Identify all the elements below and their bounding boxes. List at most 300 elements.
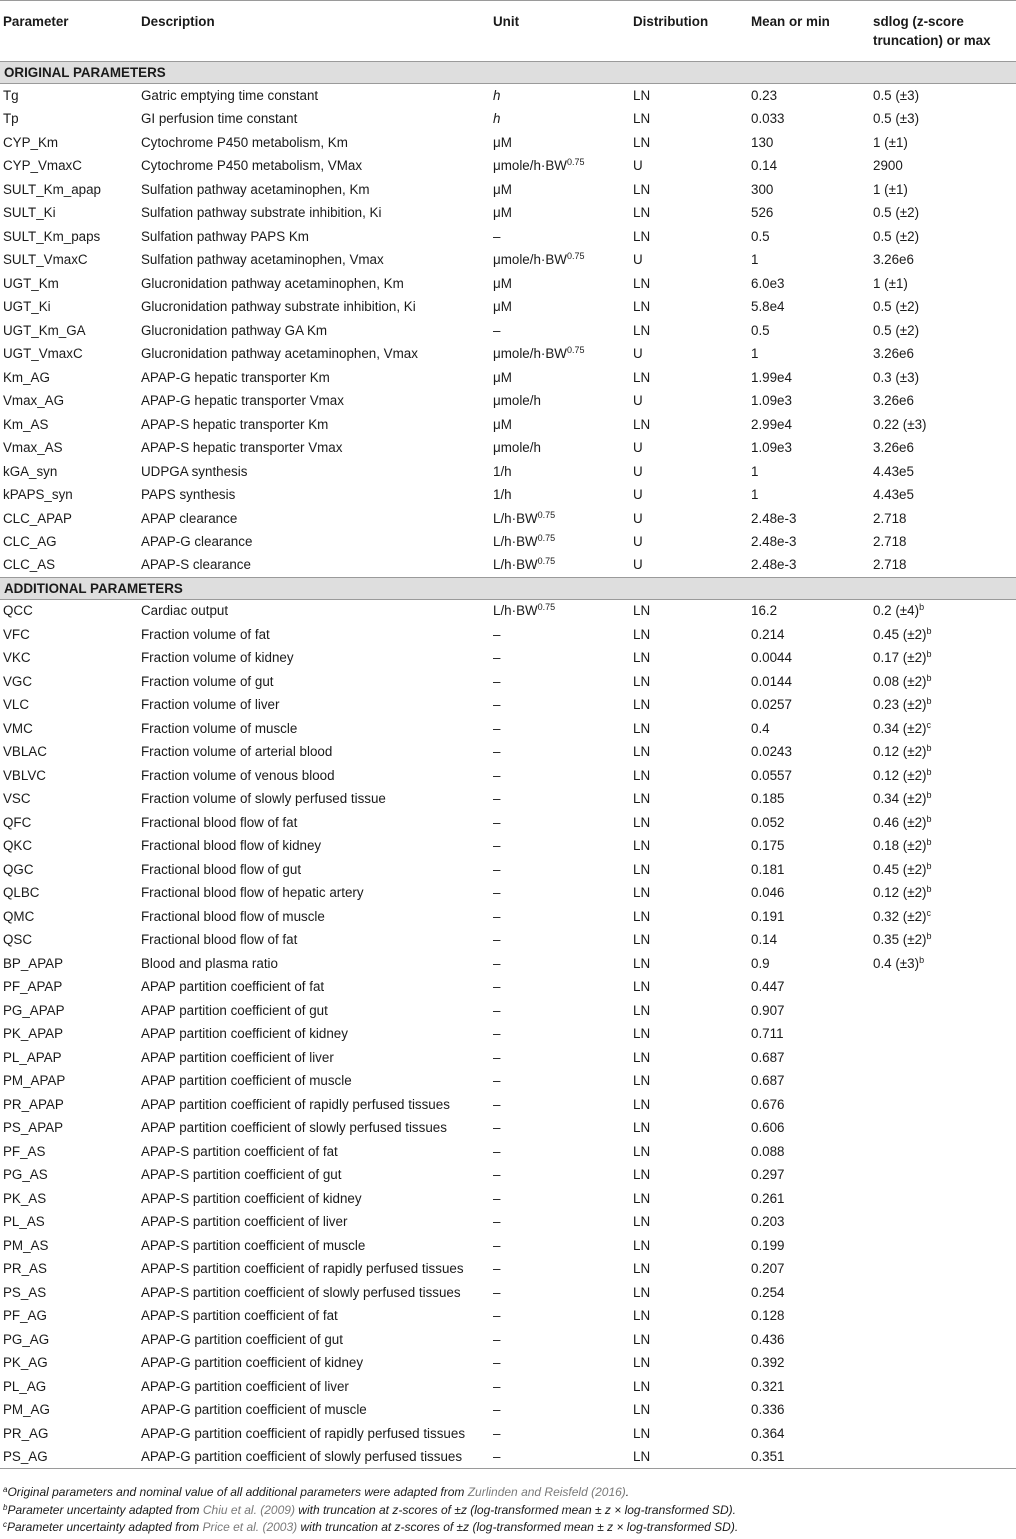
cell-unit: – xyxy=(493,1049,501,1065)
cell-unit: – xyxy=(493,1261,501,1277)
cell-distribution: LN xyxy=(633,181,651,197)
cell-parameter: UGT_Ki xyxy=(3,299,51,315)
cell-description: APAP partition coefficient of kidney xyxy=(141,1026,348,1042)
cell-unit: 1/h xyxy=(493,463,512,479)
cell-mean-or-min: 0.199 xyxy=(751,1237,785,1253)
cell-parameter: SULT_VmaxC xyxy=(3,252,88,268)
cell-mean-or-min: 0.0243 xyxy=(751,744,792,760)
cell-parameter: Tg xyxy=(3,87,19,103)
cell-mean-or-min: 0.606 xyxy=(751,1120,785,1136)
cell-parameter: kGA_syn xyxy=(3,463,58,479)
cell-sdlog-or-max xyxy=(870,1422,1016,1446)
cell-parameter: VBLAC xyxy=(3,744,47,760)
cell-parameter: kPAPS_syn xyxy=(3,487,73,503)
cell-description: Cytochrome P450 metabolism, Km xyxy=(141,134,348,150)
cell-description: APAP-S partition coefficient of kidney xyxy=(141,1190,362,1206)
cell-description: APAP partition coefficient of slowly perfused tissues xyxy=(141,1120,447,1136)
cell-sdlog-or-max: 1 (±1) xyxy=(873,134,908,150)
cell-unit: – xyxy=(493,650,501,666)
cell-parameter: Tp xyxy=(3,111,19,127)
table-row xyxy=(0,1351,1016,1375)
cell-parameter: PG_APAP xyxy=(3,1002,65,1018)
footnote-b: $^b$Parameter uncertainty adapted from Chiu et al. (2009) with truncation at z-scores of ±z (log-transformed mean ± z × log-transformed SD). xyxy=(3,1502,736,1517)
cell-unit: μmole/h xyxy=(493,393,541,409)
header-sdlog-or-max: sdlog (z-score truncation) or max xyxy=(873,14,991,49)
table-row xyxy=(0,248,1016,272)
table-row xyxy=(0,319,1016,343)
cell-mean-or-min: 2.48e-3 xyxy=(751,510,797,526)
cell-unit: – xyxy=(493,1284,501,1300)
cell-unit: $L/h\cdot BW^{0.75}$ xyxy=(493,602,556,619)
table-row xyxy=(0,413,1016,437)
cell-sdlog-or-max: 0.5 (±3) xyxy=(873,87,920,103)
table-row xyxy=(0,507,1016,531)
section-title: ORIGINAL PARAMETERS xyxy=(4,65,166,80)
footnote-c: $^c$Parameter uncertainty adapted from Price et al. (2003) with truncation at z-scores of ±z (log-transformed mean ± z × log-transformed SD). xyxy=(3,1520,739,1534)
cell-sdlog-or-max: 0.3 (±3) xyxy=(873,369,920,385)
cell-mean-or-min: 0.907 xyxy=(751,1002,785,1018)
cell-unit: μmole/$h\cdot BW^{0.75}$ xyxy=(493,345,585,362)
cell-unit: – xyxy=(493,1425,501,1441)
cell-mean-or-min: 16.2 xyxy=(751,603,778,619)
cell-parameter: PR_AG xyxy=(3,1425,49,1441)
cell-distribution: LN xyxy=(633,767,651,783)
cell-unit: – xyxy=(493,1143,501,1159)
table-row xyxy=(0,764,1016,788)
cell-description: Gatric emptying time constant xyxy=(141,87,319,103)
cell-mean-or-min: 1.99e4 xyxy=(751,369,792,385)
cell-mean-or-min: 0.336 xyxy=(751,1402,785,1418)
cell-parameter: CYP_VmaxC xyxy=(3,158,82,174)
cell-mean-or-min: 1.09e3 xyxy=(751,440,792,456)
cell-sdlog-or-max: 0.32 $(\pm 2)^c$ xyxy=(873,907,931,924)
table-row xyxy=(0,1398,1016,1422)
cell-parameter: UGT_Km xyxy=(3,275,59,291)
table-row xyxy=(0,670,1016,694)
cell-mean-or-min: 0.254 xyxy=(751,1284,785,1300)
table-row xyxy=(0,811,1016,835)
table-row xyxy=(0,646,1016,670)
table-row xyxy=(0,1069,1016,1093)
cell-sdlog-or-max xyxy=(870,1140,1016,1164)
table-row xyxy=(0,1116,1016,1140)
cell-description: Sulfation pathway acetaminophen, Vmax xyxy=(141,252,384,268)
cell-mean-or-min: 0.447 xyxy=(751,979,785,995)
cell-sdlog-or-max: 0.34 $(\pm 2)^b$ xyxy=(873,790,932,807)
table-row xyxy=(0,225,1016,249)
cell-distribution: LN xyxy=(633,626,651,642)
cell-distribution: LN xyxy=(633,1448,651,1464)
section-header-row xyxy=(0,577,1016,599)
cell-parameter: SULT_Ki xyxy=(3,205,56,221)
cell-sdlog-or-max: 1 (±1) xyxy=(873,275,908,291)
cell-distribution: LN xyxy=(633,1096,651,1112)
table-row xyxy=(0,342,1016,366)
cell-parameter: SULT_Km_paps xyxy=(3,228,101,244)
table-row xyxy=(0,975,1016,999)
cell-sdlog-or-max: 4.43e5 xyxy=(873,487,914,503)
cell-sdlog-or-max: 0.5 (±2) xyxy=(873,322,920,338)
footnote-a: $^a$Original parameters and nominal value of all additional parameters were adapted from Zurlinden and Reisfeld (2016). xyxy=(3,1485,630,1499)
cell-distribution: LN xyxy=(633,416,651,432)
cell-mean-or-min: 0.392 xyxy=(751,1355,785,1371)
cell-description: Sulfation pathway acetaminophen, Km xyxy=(141,181,370,197)
cell-sdlog-or-max: 3.26e6 xyxy=(873,440,914,456)
header-distribution: Distribution xyxy=(633,14,709,29)
table-row xyxy=(0,1445,1016,1469)
cell-distribution: LN xyxy=(633,87,651,103)
cell-parameter: VBLVC xyxy=(3,767,46,783)
cell-distribution: LN xyxy=(633,1190,651,1206)
cell-mean-or-min: 0.4 xyxy=(751,720,770,736)
cell-unit: – xyxy=(493,626,501,642)
cell-description: GI perfusion time constant xyxy=(141,111,298,127)
cell-parameter: BP_APAP xyxy=(3,955,64,971)
cell-distribution: LN xyxy=(633,1167,651,1183)
cell-distribution: LN xyxy=(633,814,651,830)
cell-parameter: PK_AS xyxy=(3,1190,47,1206)
cell-unit: μM xyxy=(493,299,512,315)
header-parameter: Parameter xyxy=(3,14,69,29)
cell-distribution: LN xyxy=(633,322,651,338)
cell-distribution: U xyxy=(633,346,643,362)
cell-mean-or-min: 300 xyxy=(751,181,774,197)
cell-unit: – xyxy=(493,1002,501,1018)
cell-description: APAP-G hepatic transporter Vmax xyxy=(141,393,344,409)
cell-distribution: LN xyxy=(633,744,651,760)
cell-parameter: CLC_APAP xyxy=(3,510,72,526)
cell-mean-or-min: 2.99e4 xyxy=(751,416,792,432)
reference-link[interactable]: Chiu et al. (2009) xyxy=(202,1502,295,1517)
cell-mean-or-min: 2.48e-3 xyxy=(751,557,797,573)
cell-sdlog-or-max: 0.5 (±2) xyxy=(873,299,920,315)
cell-mean-or-min: 1 xyxy=(751,463,759,479)
cell-description: APAP partition coefficient of fat xyxy=(141,979,325,995)
table-row xyxy=(0,131,1016,155)
cell-distribution: LN xyxy=(633,205,651,221)
cell-distribution: LN xyxy=(633,650,651,666)
cell-sdlog-or-max xyxy=(870,1187,1016,1211)
cell-distribution: LN xyxy=(633,932,651,948)
cell-parameter: SULT_Km_apap xyxy=(3,181,102,197)
cell-unit: – xyxy=(493,1096,501,1112)
table-row xyxy=(0,693,1016,717)
cell-mean-or-min: 0.088 xyxy=(751,1143,785,1159)
cell-description: APAP-G hepatic transporter Km xyxy=(141,369,330,385)
cell-sdlog-or-max: 0.5 (±2) xyxy=(873,228,920,244)
cell-parameter: Km_AS xyxy=(3,416,49,432)
cell-mean-or-min: 0.321 xyxy=(751,1378,785,1394)
table-row xyxy=(0,928,1016,952)
cell-mean-or-min: 0.175 xyxy=(751,838,785,854)
cell-parameter: PF_AS xyxy=(3,1143,46,1159)
cell-description: Fractional blood flow of kidney xyxy=(141,838,322,854)
reference-link[interactable]: Zurlinden and Reisfeld (2016) xyxy=(467,1485,626,1499)
cell-parameter: PG_AG xyxy=(3,1331,50,1347)
cell-distribution: LN xyxy=(633,1073,651,1089)
cell-unit: μM xyxy=(493,205,512,221)
cell-distribution: LN xyxy=(633,1026,651,1042)
cell-distribution: LN xyxy=(633,979,651,995)
cell-description: Fractional blood flow of fat xyxy=(141,814,298,830)
header-mean-or-min: Mean or min xyxy=(751,14,830,29)
cell-unit: – xyxy=(493,1355,501,1371)
cell-sdlog-or-max: 0.46 $(\pm 2)^b$ xyxy=(873,813,932,830)
cell-description: APAP clearance xyxy=(141,510,238,526)
cell-distribution: LN xyxy=(633,1378,651,1394)
cell-parameter: PS_APAP xyxy=(3,1120,64,1136)
cell-parameter: PM_AS xyxy=(3,1237,49,1253)
table-row xyxy=(0,1234,1016,1258)
cell-mean-or-min: 0.181 xyxy=(751,861,785,877)
table-row xyxy=(0,1187,1016,1211)
cell-mean-or-min: 0.191 xyxy=(751,908,785,924)
cell-distribution: LN xyxy=(633,111,651,127)
cell-sdlog-or-max xyxy=(870,1093,1016,1117)
cell-parameter: VSC xyxy=(3,791,31,807)
cell-sdlog-or-max: 1 (±1) xyxy=(873,181,908,197)
cell-sdlog-or-max xyxy=(870,1163,1016,1187)
table-row xyxy=(0,1422,1016,1446)
cell-mean-or-min: 0.687 xyxy=(751,1049,785,1065)
cell-parameter: QKC xyxy=(3,838,33,854)
cell-description: PAPS synthesis xyxy=(141,487,236,503)
table-row xyxy=(0,905,1016,929)
cell-unit: – xyxy=(493,908,501,924)
table-row xyxy=(0,389,1016,413)
table-row xyxy=(0,272,1016,296)
cell-sdlog-or-max: 3.26e6 xyxy=(873,346,914,362)
cell-unit: 1/h xyxy=(493,487,512,503)
cell-parameter: Km_AG xyxy=(3,369,50,385)
cell-distribution: LN xyxy=(633,885,651,901)
cell-distribution: LN xyxy=(633,720,651,736)
cell-distribution: LN xyxy=(633,603,651,619)
table-row xyxy=(0,483,1016,507)
cell-unit: – xyxy=(493,814,501,830)
cell-parameter: PK_APAP xyxy=(3,1026,64,1042)
cell-description: Sulfation pathway PAPS Km xyxy=(141,228,309,244)
cell-description: APAP-G partition coefficient of kidney xyxy=(141,1355,364,1371)
cell-distribution: U xyxy=(633,557,643,573)
cell-sdlog-or-max: 0.23 $(\pm 2)^b$ xyxy=(873,696,932,713)
cell-parameter: CYP_Km xyxy=(3,134,59,150)
table-row xyxy=(0,952,1016,976)
cell-sdlog-or-max xyxy=(870,1281,1016,1305)
cell-unit: – xyxy=(493,322,501,338)
cell-description: APAP-G partition coefficient of gut xyxy=(141,1331,343,1347)
cell-sdlog-or-max xyxy=(870,1022,1016,1046)
cell-mean-or-min: 0.14 xyxy=(751,158,778,174)
cell-description: APAP-S hepatic transporter Vmax xyxy=(141,440,343,456)
cell-mean-or-min: 0.046 xyxy=(751,885,785,901)
cell-description: Fraction volume of gut xyxy=(141,673,274,689)
cell-distribution: LN xyxy=(633,1402,651,1418)
cell-distribution: LN xyxy=(633,1261,651,1277)
cell-sdlog-or-max xyxy=(870,999,1016,1023)
table-row xyxy=(0,881,1016,905)
cell-distribution: LN xyxy=(633,908,651,924)
cell-description: APAP partition coefficient of gut xyxy=(141,1002,328,1018)
cell-parameter: VFC xyxy=(3,626,30,642)
cell-mean-or-min: 526 xyxy=(751,205,774,221)
cell-unit: – xyxy=(493,1214,501,1230)
cell-unit: μmole/$h\cdot BW^{0.75}$ xyxy=(493,157,585,174)
cell-description: Glucronidation pathway substrate inhibition, Ki xyxy=(141,299,416,315)
cell-mean-or-min: 130 xyxy=(751,134,774,150)
cell-description: APAP-S partition coefficient of rapidly perfused tissues xyxy=(141,1261,464,1277)
header-row xyxy=(0,1,1016,62)
cell-mean-or-min: 2.48e-3 xyxy=(751,534,797,550)
cell-mean-or-min: 0.9 xyxy=(751,955,770,971)
cell-unit: – xyxy=(493,979,501,995)
cell-description: APAP partition coefficient of liver xyxy=(141,1049,334,1065)
cell-mean-or-min: 0.261 xyxy=(751,1190,785,1206)
cell-description: Fraction volume of slowly perfused tissue xyxy=(141,791,386,807)
cell-distribution: LN xyxy=(633,697,651,713)
table-row xyxy=(0,599,1016,623)
cell-description: APAP-S partition coefficient of slowly perfused tissues xyxy=(141,1284,461,1300)
cell-parameter: QMC xyxy=(3,908,35,924)
cell-parameter: PS_AS xyxy=(3,1284,47,1300)
cell-sdlog-or-max: 0.4 $(\pm 3)^b$ xyxy=(873,954,925,971)
cell-sdlog-or-max xyxy=(870,1351,1016,1375)
cell-unit: – xyxy=(493,720,501,736)
cell-description: Fractional blood flow of hepatic artery xyxy=(141,885,364,901)
cell-mean-or-min: 0.0557 xyxy=(751,767,792,783)
cell-sdlog-or-max: 0.12 $(\pm 2)^b$ xyxy=(873,766,932,783)
cell-sdlog-or-max: 0.12 $(\pm 2)^b$ xyxy=(873,884,932,901)
cell-unit: – xyxy=(493,861,501,877)
cell-sdlog-or-max: 0.2 $(\pm 4)^b$ xyxy=(873,602,925,619)
cell-unit: μM xyxy=(493,181,512,197)
table-row xyxy=(0,717,1016,741)
cell-parameter: PL_AS xyxy=(3,1214,45,1230)
cell-description: Glucronidation pathway GA Km xyxy=(141,322,328,338)
cell-sdlog-or-max xyxy=(870,1069,1016,1093)
cell-distribution: U xyxy=(633,440,643,456)
cell-sdlog-or-max: 0.34 $(\pm 2)^c$ xyxy=(873,719,931,736)
cell-mean-or-min: 0.0144 xyxy=(751,673,792,689)
cell-unit: – xyxy=(493,838,501,854)
header-unit: Unit xyxy=(493,14,520,29)
cell-mean-or-min: 0.033 xyxy=(751,111,785,127)
cell-parameter: PM_AG xyxy=(3,1402,50,1418)
cell-sdlog-or-max: 0.5 (±3) xyxy=(873,111,920,127)
cell-distribution: U xyxy=(633,487,643,503)
cell-mean-or-min: 0.676 xyxy=(751,1096,785,1112)
cell-description: APAP-S partition coefficient of fat xyxy=(141,1308,338,1324)
cell-description: Fractional blood flow of gut xyxy=(141,861,302,877)
cell-parameter: VLC xyxy=(3,697,30,713)
cell-description: Fraction volume of liver xyxy=(141,697,280,713)
cell-mean-or-min: 0.14 xyxy=(751,932,778,948)
table-row xyxy=(0,178,1016,202)
cell-unit: μmole/h xyxy=(493,440,541,456)
cell-description: APAP partition coefficient of rapidly perfused tissues xyxy=(141,1096,450,1112)
cell-description: Glucronidation pathway acetaminophen, Km xyxy=(141,275,404,291)
cell-distribution: U xyxy=(633,534,643,550)
table-row xyxy=(0,1210,1016,1234)
cell-mean-or-min: 0.5 xyxy=(751,228,770,244)
cell-parameter: QLBC xyxy=(3,885,40,901)
cell-distribution: LN xyxy=(633,134,651,150)
cell-parameter: PS_AG xyxy=(3,1448,48,1464)
table-body xyxy=(0,62,1016,1469)
cell-unit: μM xyxy=(493,416,512,432)
cell-description: Cardiac output xyxy=(141,603,229,619)
table-row xyxy=(0,460,1016,484)
cell-distribution: LN xyxy=(633,1308,651,1324)
cell-unit: – xyxy=(493,1448,501,1464)
cell-unit: – xyxy=(493,673,501,689)
cell-sdlog-or-max: 0.22 (±3) xyxy=(873,416,927,432)
cell-sdlog-or-max xyxy=(870,1234,1016,1258)
cell-sdlog-or-max: 0.35 $(\pm 2)^b$ xyxy=(873,931,932,948)
cell-description: APAP-G partition coefficient of rapidly perfused tissues xyxy=(141,1425,466,1441)
header-description: Description xyxy=(141,14,215,29)
cell-sdlog-or-max: 0.08 $(\pm 2)^b$ xyxy=(873,672,932,689)
table-row xyxy=(0,530,1016,554)
cell-sdlog-or-max: 4.43e5 xyxy=(873,463,914,479)
cell-distribution: LN xyxy=(633,1214,651,1230)
cell-sdlog-or-max: 0.12 $(\pm 2)^b$ xyxy=(873,743,932,760)
cell-sdlog-or-max xyxy=(870,1210,1016,1234)
cell-distribution: LN xyxy=(633,275,651,291)
cell-description: APAP-S partition coefficient of liver xyxy=(141,1214,348,1230)
cell-unit: μmole/$h\cdot BW^{0.75}$ xyxy=(493,251,585,268)
table-row xyxy=(0,1046,1016,1070)
cell-distribution: U xyxy=(633,252,643,268)
cell-parameter: Vmax_AG xyxy=(3,393,65,409)
cell-parameter: PR_AS xyxy=(3,1261,47,1277)
cell-sdlog-or-max xyxy=(870,1257,1016,1281)
table-row xyxy=(0,1257,1016,1281)
cell-description: APAP-S partition coefficient of muscle xyxy=(141,1237,366,1253)
table-row xyxy=(0,1140,1016,1164)
cell-unit: – xyxy=(493,932,501,948)
table-header xyxy=(0,1,1016,62)
cell-mean-or-min: 0.5 xyxy=(751,322,770,338)
cell-parameter: VMC xyxy=(3,720,33,736)
cell-description: Fractional blood flow of muscle xyxy=(141,908,325,924)
cell-unit: – xyxy=(493,791,501,807)
cell-distribution: LN xyxy=(633,1049,651,1065)
cell-mean-or-min: 1 xyxy=(751,252,759,268)
cell-unit: – xyxy=(493,1167,501,1183)
cell-description: APAP-G partition coefficient of muscle xyxy=(141,1402,367,1418)
cell-unit: – xyxy=(493,228,501,244)
cell-mean-or-min: 0.052 xyxy=(751,814,785,830)
cell-mean-or-min: 0.214 xyxy=(751,626,785,642)
cell-parameter: PM_APAP xyxy=(3,1073,66,1089)
cell-sdlog-or-max xyxy=(870,1375,1016,1399)
table-row xyxy=(0,201,1016,225)
table-row xyxy=(0,787,1016,811)
cell-description: APAP-G partition coefficient of liver xyxy=(141,1378,349,1394)
cell-parameter: PG_AS xyxy=(3,1167,48,1183)
cell-unit: – xyxy=(493,1331,501,1347)
cell-unit: – xyxy=(493,1120,501,1136)
cell-unit: $L/h\cdot BW^{0.75}$ xyxy=(493,533,556,550)
reference-link[interactable]: Price et al. (2003) xyxy=(202,1520,298,1534)
cell-sdlog-or-max: 0.5 (±2) xyxy=(873,205,920,221)
cell-description: Fraction volume of venous blood xyxy=(141,767,335,783)
footnotes xyxy=(3,1484,738,1537)
cell-sdlog-or-max: 0.45 $(\pm 2)^b$ xyxy=(873,860,932,877)
cell-sdlog-or-max: 0.18 $(\pm 2)^b$ xyxy=(873,837,932,854)
cell-parameter: VKC xyxy=(3,650,31,666)
